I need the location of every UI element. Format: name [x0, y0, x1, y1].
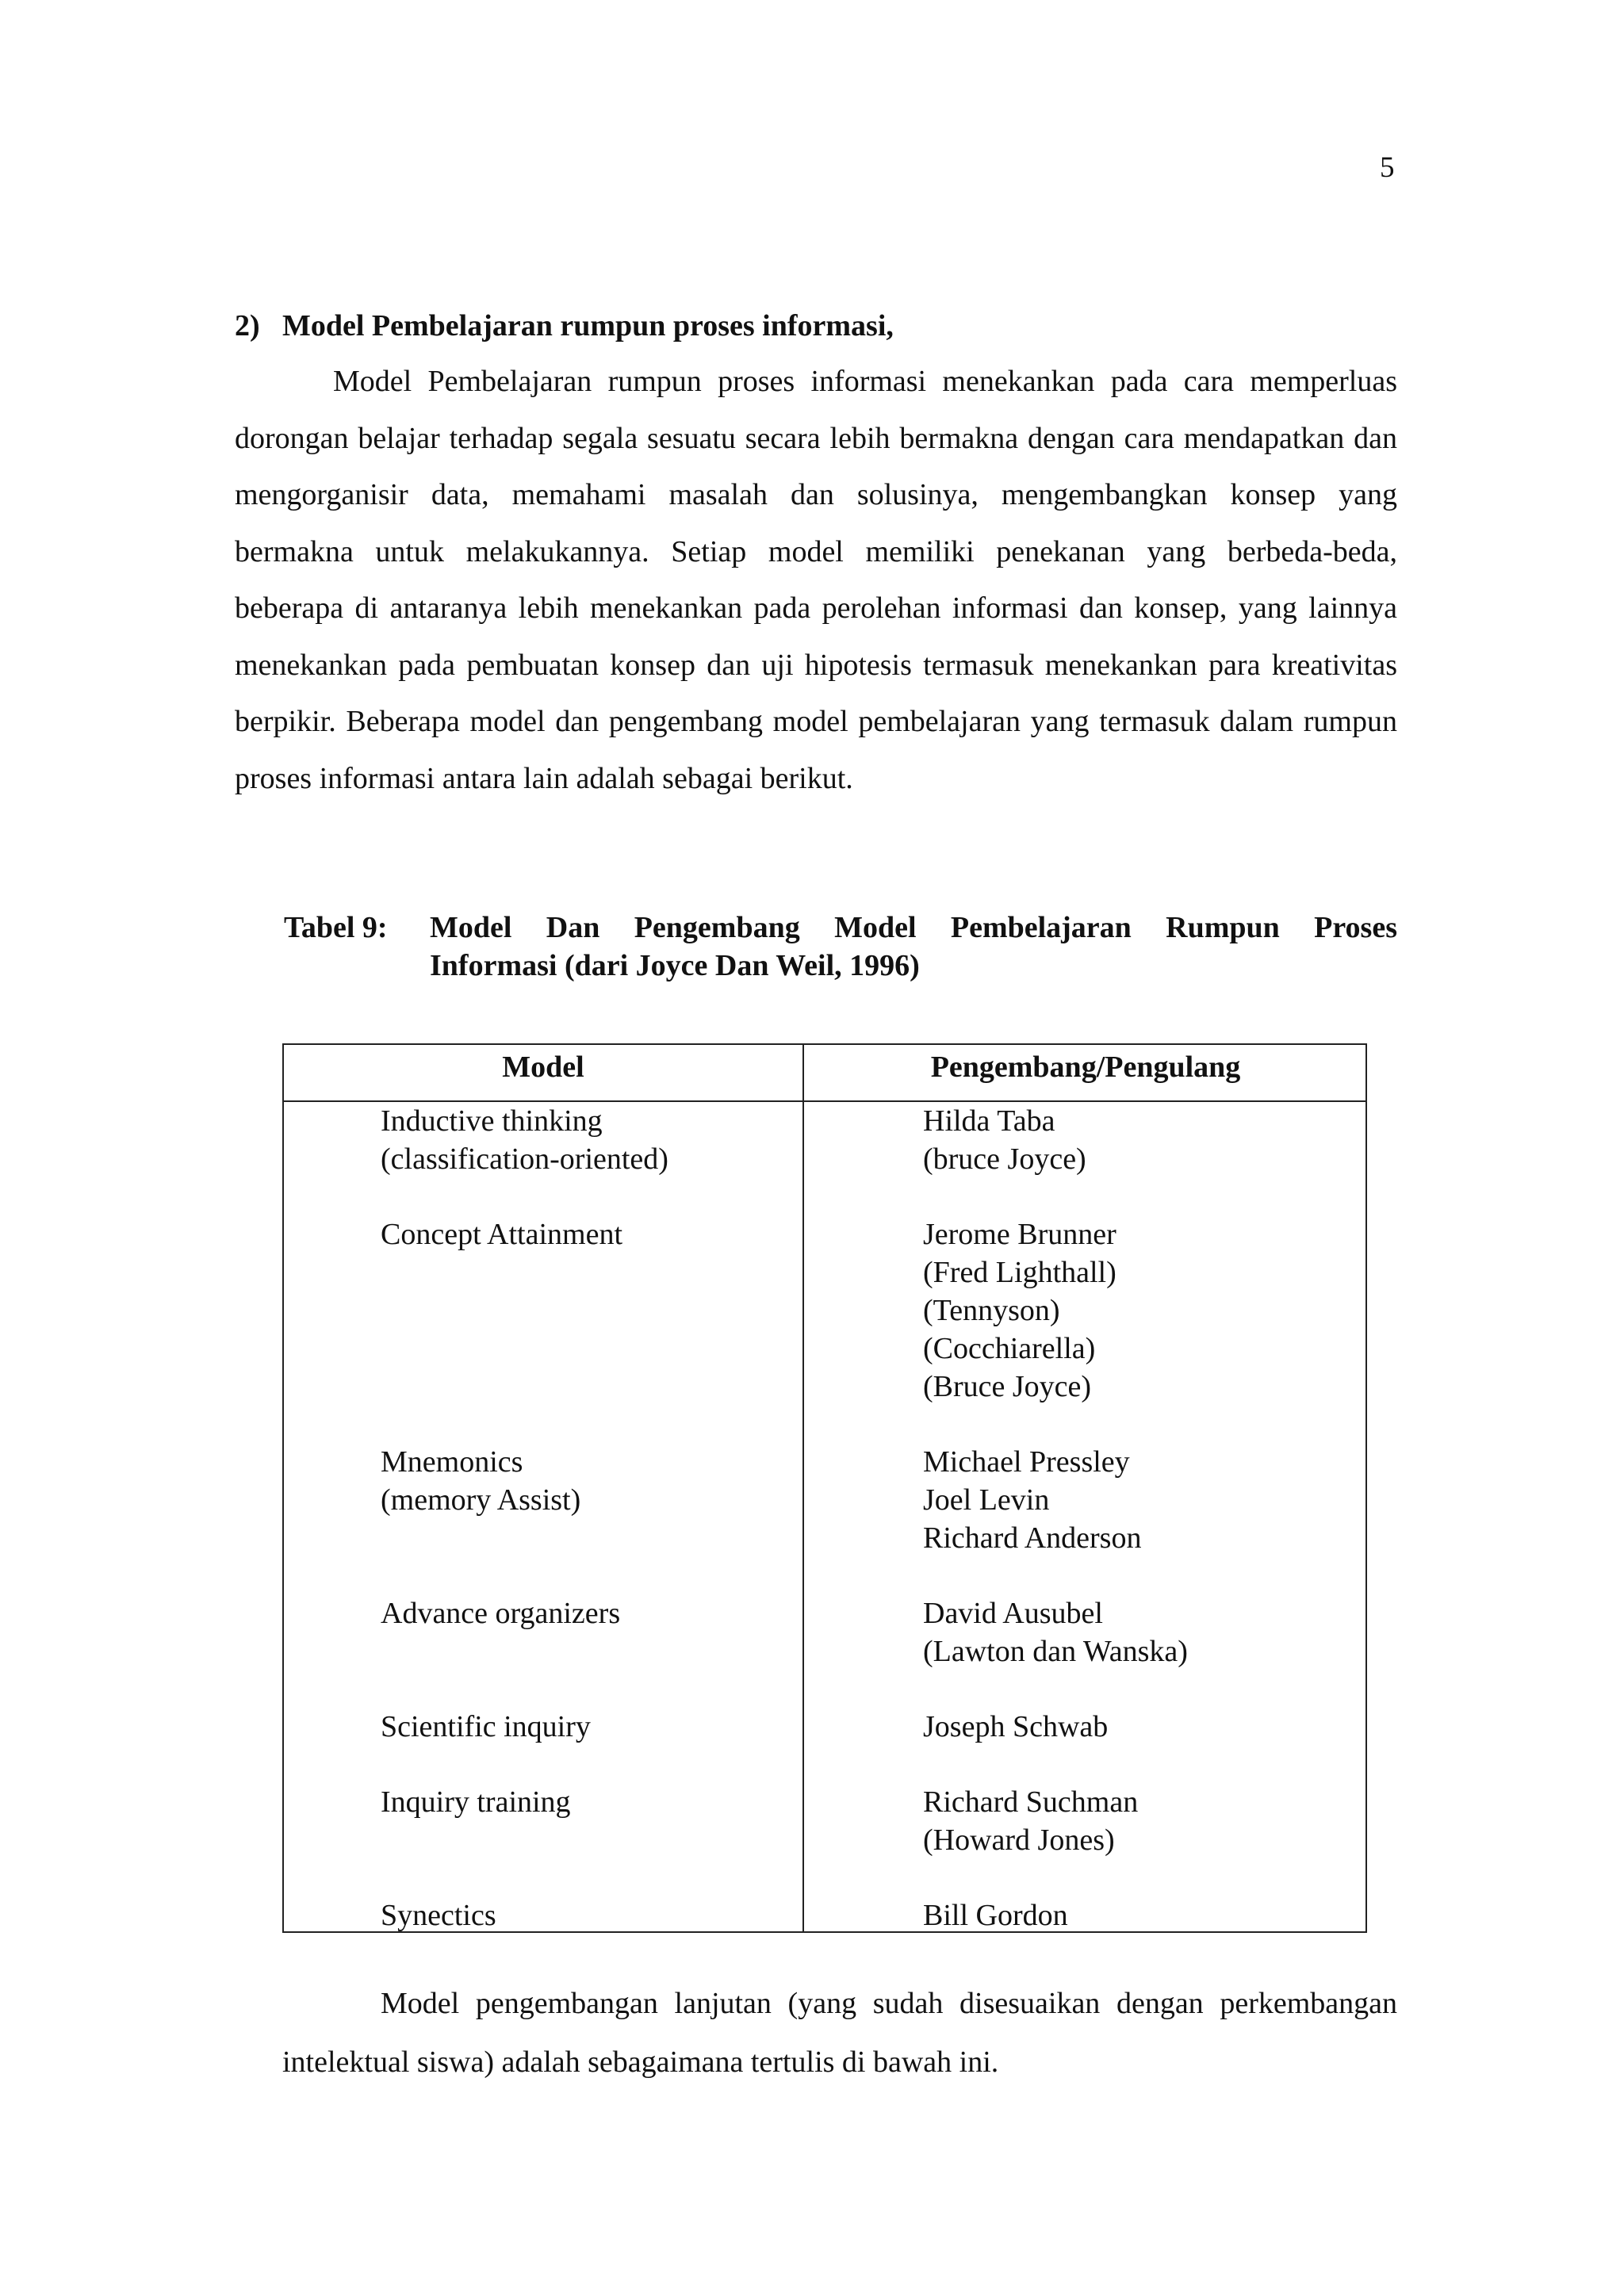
developer-name-line: Michael Pressley	[923, 1445, 1130, 1479]
developer-cell	[923, 1896, 1068, 1934]
model-cell	[381, 1443, 580, 1519]
developer-cell	[923, 1708, 1108, 1746]
developer-name-line: Jerome Brunner	[923, 1218, 1116, 1251]
table-header-row	[284, 1045, 1365, 1102]
model-cell	[381, 1896, 496, 1934]
model-developer-table	[282, 1043, 1367, 1933]
developer-name-line: Richard Anderson	[923, 1521, 1142, 1555]
developer-name-line: (bruce Joyce)	[923, 1142, 1086, 1176]
developer-cell	[923, 1102, 1086, 1178]
developer-name-line: Richard Suchman	[923, 1785, 1139, 1819]
model-cell	[381, 1102, 668, 1178]
table-caption-label: Tabel 9:	[284, 911, 388, 944]
developer-cell	[923, 1594, 1188, 1670]
developer-name-line: Hilda Taba	[923, 1104, 1055, 1138]
developer-name-line: (Lawton dan Wanska)	[923, 1635, 1188, 1668]
developer-name-line: Joseph Schwab	[923, 1710, 1109, 1743]
model-name-line: Concept Attainment	[381, 1218, 623, 1251]
table-caption-line-2: Informasi (dari Joyce Dan Weil, 1996)	[430, 949, 920, 982]
developer-name-line: (Fred Lighthall)	[923, 1256, 1116, 1289]
developer-name-line: Joel Levin	[923, 1483, 1050, 1517]
header-model: Model	[502, 1050, 584, 1084]
table-body	[284, 1100, 1365, 1931]
model-name-line: Inductive thinking	[381, 1104, 603, 1138]
page-number: 5	[1380, 151, 1395, 184]
model-name-line: Advance organizers	[381, 1597, 621, 1630]
model-cell	[381, 1708, 591, 1746]
model-cell	[381, 1215, 622, 1253]
model-name-line: Scientific inquiry	[381, 1710, 591, 1743]
intro-paragraph: Model Pembelajaran rumpun proses informasi menekankan pada cara memperluas dorongan belajar terhadap segala sesuatu secara lebih bermakna dengan cara mendapatkan dan mengorganisir data, memahami masalah dan solusinya, mengembangkan konsep yang bermakna untuk melakukannya. Setiap model memiliki penekanan yang berbeda-beda, beberapa di antaranya lebih menekankan pada perolehan informasi dan konsep, yang lainnya menekankan pada pembuatan konsep dan uji hipotesis termasuk menekankan para kreativitas berpikir. Beberapa model dan pengembang model pembelajaran yang termasuk dalam rumpun proses informasi antara lain adalah sebagai berikut.	[235, 365, 1397, 795]
model-name-line: Inquiry training	[381, 1785, 571, 1819]
developer-name-line: (Cocchiarella)	[923, 1332, 1096, 1365]
model-cell	[381, 1594, 620, 1632]
table-caption	[284, 909, 1397, 985]
model-name-line: (memory Assist)	[381, 1483, 581, 1517]
closing-paragraph: Model pengembangan lanjutan (yang sudah disesuaikan dengan perkembangan intelektual siswa) adalah sebagaimana tertulis di bawah ini.	[282, 1987, 1397, 2079]
developer-cell	[923, 1215, 1116, 1406]
section-number: 2)	[235, 309, 260, 342]
model-cell	[381, 1783, 571, 1821]
developer-cell	[923, 1443, 1141, 1557]
developer-name-line: (Howard Jones)	[923, 1823, 1115, 1857]
developer-name-line: David Ausubel	[923, 1597, 1103, 1630]
developer-cell	[923, 1783, 1138, 1859]
header-developer: Pengembang/Pengulang	[930, 1050, 1241, 1084]
section-title: Model Pembelajaran rumpun proses informasi,	[282, 309, 894, 342]
section-heading	[235, 308, 894, 344]
developer-name-line: (Bruce Joyce)	[923, 1370, 1092, 1403]
model-name-line: (classification-oriented)	[381, 1142, 668, 1176]
developer-name-line: (Tennyson)	[923, 1294, 1060, 1327]
table-caption-line-1: Model Dan Pengembang Model Pembelajaran Rumpun Proses	[430, 911, 1397, 944]
developer-name-line: Bill Gordon	[923, 1899, 1068, 1932]
model-name-line: Mnemonics	[381, 1445, 523, 1479]
model-name-line: Synectics	[381, 1899, 496, 1932]
